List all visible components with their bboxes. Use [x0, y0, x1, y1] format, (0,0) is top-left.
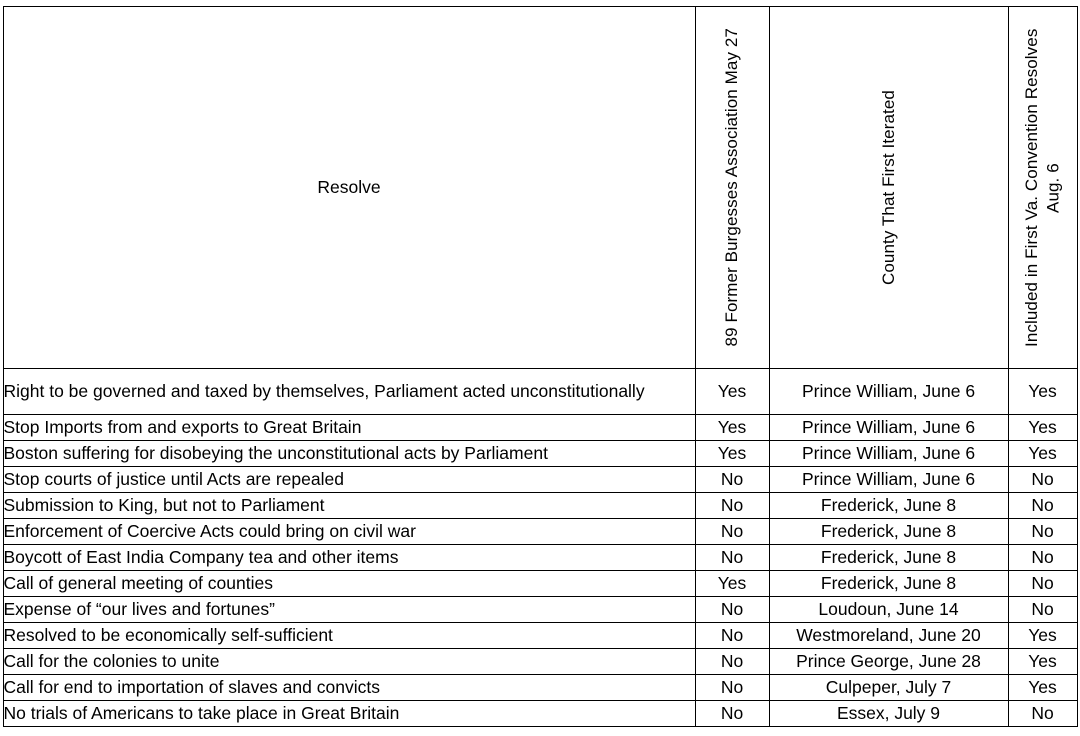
- cell-burgesses: Yes: [695, 415, 769, 441]
- table-header: [3, 7, 1077, 369]
- cell-resolve: Stop courts of justice until Acts are repealed: [3, 467, 695, 493]
- column-header-included-label: Included in First Va. Convention Resolves Aug. 6: [1022, 28, 1063, 347]
- cell-burgesses: No: [695, 649, 769, 675]
- table-row: [3, 519, 1077, 545]
- cell-burgesses: No: [695, 623, 769, 649]
- table-row: [3, 675, 1077, 701]
- table-row: [3, 649, 1077, 675]
- cell-burgesses: Yes: [695, 441, 769, 467]
- cell-resolve: Stop Imports from and exports to Great Britain: [3, 415, 695, 441]
- cell-included: No: [1008, 545, 1077, 571]
- cell-county: Frederick, June 8: [769, 493, 1008, 519]
- cell-county: Prince George, June 28: [769, 649, 1008, 675]
- cell-included: Yes: [1008, 675, 1077, 701]
- cell-burgesses: No: [695, 701, 769, 727]
- table-row: [3, 493, 1077, 519]
- cell-county: Prince William, June 6: [769, 441, 1008, 467]
- cell-resolve: No trials of Americans to take place in Great Britain: [3, 701, 695, 727]
- cell-resolve: Submission to King, but not to Parliament: [3, 493, 695, 519]
- table-body: [3, 369, 1077, 727]
- cell-included: No: [1008, 467, 1077, 493]
- table-row: [3, 467, 1077, 493]
- cell-county: Frederick, June 8: [769, 545, 1008, 571]
- cell-burgesses: No: [695, 467, 769, 493]
- cell-included: Yes: [1008, 441, 1077, 467]
- column-header-county-label: County That First Iterated: [878, 89, 898, 286]
- cell-county: Essex, July 9: [769, 701, 1008, 727]
- cell-included: No: [1008, 519, 1077, 545]
- column-header-county: [769, 7, 1008, 369]
- cell-included: No: [1008, 571, 1077, 597]
- column-header-burgesses: [695, 7, 769, 369]
- cell-resolve: Call for the colonies to unite: [3, 649, 695, 675]
- cell-resolve: Enforcement of Coercive Acts could bring on civil war: [3, 519, 695, 545]
- cell-resolve: Resolved to be economically self-sufficient: [3, 623, 695, 649]
- resolves-table: [3, 6, 1078, 727]
- rotated-wrapper-county: [770, 10, 1008, 366]
- cell-resolve: Expense of “our lives and fortunes”: [3, 597, 695, 623]
- cell-burgesses: No: [695, 597, 769, 623]
- cell-included: No: [1008, 701, 1077, 727]
- column-header-included: [1008, 7, 1077, 369]
- rotated-wrapper-burgesses: [696, 10, 769, 366]
- cell-resolve: Call of general meeting of counties: [3, 571, 695, 597]
- header-row: [3, 7, 1077, 369]
- cell-county: Loudoun, June 14: [769, 597, 1008, 623]
- cell-county: Culpeper, July 7: [769, 675, 1008, 701]
- table-row: [3, 441, 1077, 467]
- cell-burgesses: No: [695, 545, 769, 571]
- table-row: [3, 545, 1077, 571]
- table-row: [3, 415, 1077, 441]
- cell-resolve: Boycott of East India Company tea and other items: [3, 545, 695, 571]
- cell-county: Frederick, June 8: [769, 571, 1008, 597]
- cell-burgesses: No: [695, 675, 769, 701]
- column-header-resolve-label: Resolve: [317, 177, 381, 197]
- cell-resolve: Boston suffering for disobeying the unconstitutional acts by Parliament: [3, 441, 695, 467]
- cell-included: No: [1008, 597, 1077, 623]
- cell-included: No: [1008, 493, 1077, 519]
- column-header-burgesses-label: 89 Former Burgesses Association May 27: [722, 28, 742, 347]
- cell-county: Prince William, June 6: [769, 415, 1008, 441]
- cell-resolve: Right to be governed and taxed by themselves, Parliament acted unconstitutionally: [3, 369, 695, 415]
- cell-burgesses: No: [695, 519, 769, 545]
- cell-burgesses: No: [695, 493, 769, 519]
- cell-included: Yes: [1008, 369, 1077, 415]
- table-row: [3, 597, 1077, 623]
- cell-included: Yes: [1008, 415, 1077, 441]
- column-header-resolve: [3, 7, 695, 369]
- cell-county: Frederick, June 8: [769, 519, 1008, 545]
- table-row: [3, 623, 1077, 649]
- table-row: [3, 571, 1077, 597]
- cell-included: Yes: [1008, 649, 1077, 675]
- cell-county: Prince William, June 6: [769, 467, 1008, 493]
- cell-county: Westmoreland, June 20: [769, 623, 1008, 649]
- cell-included: Yes: [1008, 623, 1077, 649]
- cell-resolve: Call for end to importation of slaves and convicts: [3, 675, 695, 701]
- cell-burgesses: Yes: [695, 571, 769, 597]
- cell-burgesses: Yes: [695, 369, 769, 415]
- table-row: [3, 369, 1077, 415]
- table-row: [3, 701, 1077, 727]
- rotated-wrapper-included: [1009, 10, 1077, 366]
- cell-county: Prince William, June 6: [769, 369, 1008, 415]
